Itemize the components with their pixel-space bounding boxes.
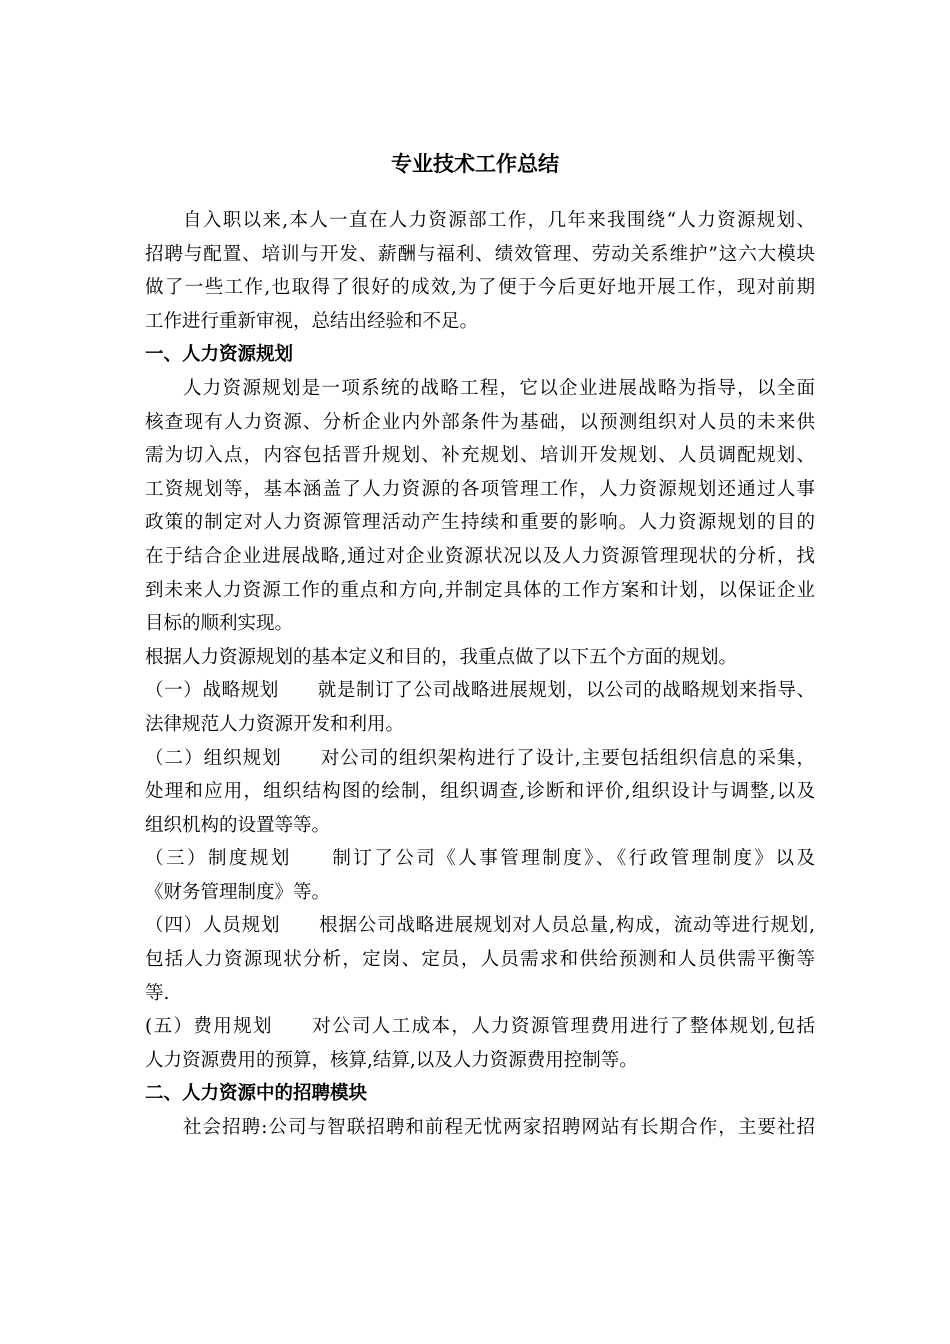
paragraph-line: 在于结合企业进展战略,通过对企业资源状况以及人力资源管理现状的分析，找: [145, 545, 815, 567]
paragraph-line: 法律规范人力资源开发和利用。: [145, 713, 405, 735]
list-item-label: （二）组织规划: [145, 747, 282, 769]
list-item-text: 对公司人工成本，人力资源管理费用进行了整体规划,包括: [310, 1016, 816, 1038]
document-title: 专业技术工作总结: [391, 152, 559, 176]
paragraph-line: 组织机构的设置等等。: [145, 814, 331, 836]
paragraph-line: 人力资源费用的预算，核算,结算,以及人力资源费用控制等。: [145, 1049, 638, 1071]
list-item-line: [145, 1010, 815, 1044]
paragraph-line: 根据人力资源规划的基本定义和目的，我重点做了以下五个方面的规划。: [145, 646, 738, 668]
paragraph-line: 核查现有人力资源、分析企业内外部条件为基础，以预测组织对人员的未来供: [145, 411, 815, 433]
paragraph-line: 政策的制定对人力资源管理活动产生持续和重要的影响。人力资源规划的目的: [145, 512, 815, 534]
document-body: [145, 204, 815, 1145]
list-item-text: 就是制订了公司战略进展规划，以公司的战略规划来指导、: [317, 680, 815, 702]
paragraph-line: 自入职以来,本人一直在人力资源部工作，几年来我围绕“人力资源规划、: [183, 210, 815, 231]
paragraph-line: 需为切入点，内容包括晋升规划、补充规划、培训开发规划、人员调配规划、: [145, 445, 815, 467]
paragraph-line: 工资规划等，基本涵盖了人力资源的各项管理工作，人力资源规划还通过人事: [145, 478, 815, 500]
list-item-label: （三）制度规划: [145, 848, 292, 870]
paragraph-line: 做了一些工作,也取得了很好的成效,为了便于今后更好地开展工作，现对前期: [145, 277, 815, 299]
paragraph-line: 《财务管理制度》等。: [145, 881, 331, 903]
list-item-label: (五）费用规划: [145, 1016, 273, 1038]
paragraph-line: 到未来人力资源工作的重点和方向,并制定具体的工作方案和计划，以保证企业: [145, 579, 815, 601]
paragraph-line: 人力资源规划是一项系统的战略工程，它以企业进展战略为指导，以全面: [183, 377, 815, 399]
paragraph-line: 工作进行重新审视，总结出经验和不足。: [145, 310, 479, 332]
section-heading: 二、人力资源中的招聘模块: [145, 1083, 368, 1105]
list-item-text: 根据公司战略进展规划对人员总量,构成，流动等进行规划,: [318, 915, 815, 937]
paragraph-line: 包括人力资源现状分析，定岗、定员，人员需求和供给预测和人员供需平衡等: [145, 949, 815, 971]
paragraph-line: 社会招聘:公司与智联招聘和前程无忧两家招聘网站有长期合作，主要社招: [183, 1117, 815, 1139]
list-item-label: （一）战略规划: [145, 680, 280, 702]
paragraph-line: 等.: [145, 982, 170, 1004]
list-item-line: [145, 842, 815, 876]
list-item-text: 对公司的组织架构进行了设计,主要包括组织信息的采集，: [319, 747, 815, 769]
list-item-label: （四）人员规划: [145, 915, 281, 937]
paragraph-line: 处理和应用，组织结构图的绘制，组织调查,诊断和评价,组织设计与调整,以及: [145, 781, 815, 803]
list-item-line: [145, 909, 815, 943]
list-item-text: 制订了公司《人事管理制度》、《行政管理制度》以及: [329, 848, 815, 870]
section-heading: 一、人力资源规划: [145, 344, 294, 366]
list-item-line: [145, 674, 815, 708]
paragraph-line: 目标的顺利实现。: [145, 613, 294, 635]
list-item-line: [145, 742, 815, 776]
paragraph-line: 招聘与配置、培训与开发、薪酬与福利、绩效管理、劳动关系维护”这六大模块: [145, 243, 815, 265]
